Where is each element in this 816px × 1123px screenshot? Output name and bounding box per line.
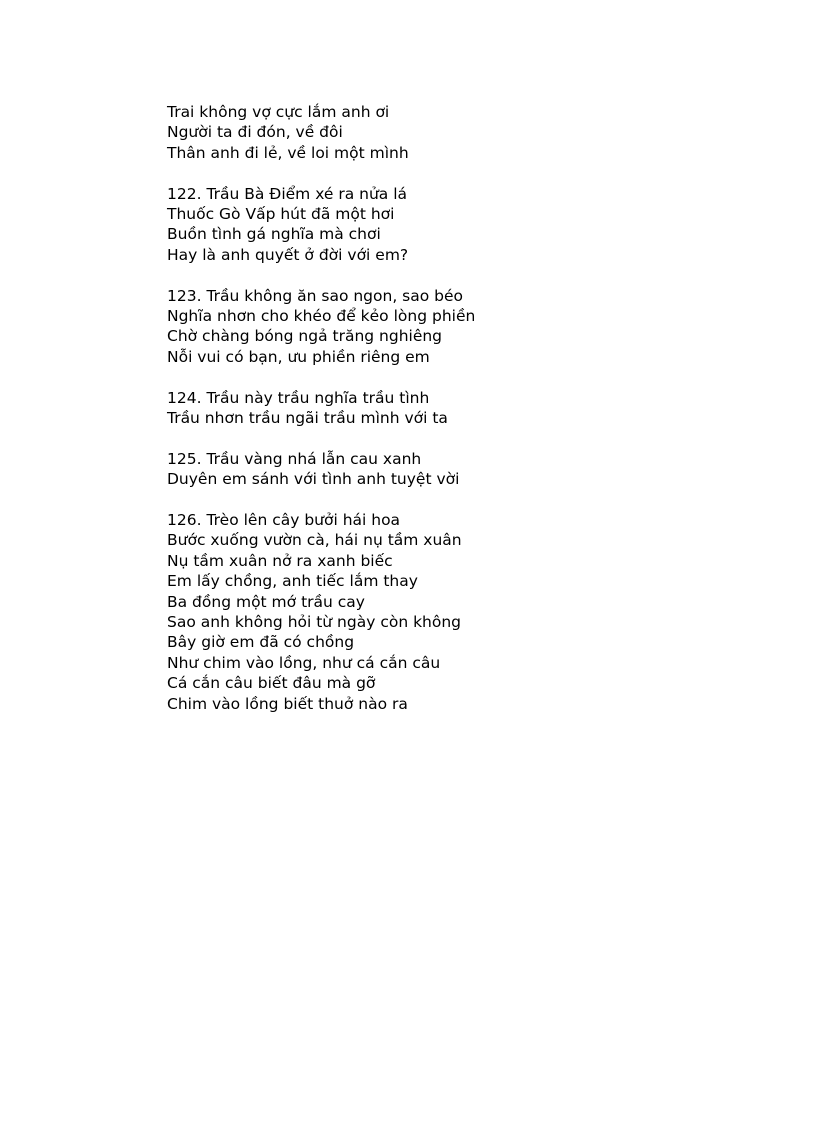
poem-line: Người ta đi đón, về đôi [167,123,343,142]
poem-line: Chim vào lồng biết thuở nào ra [167,694,408,713]
poem-line: 126. Trèo lên cây bưởi hái hoa [167,511,401,530]
poem-line: Thuốc Gò Vấp hút đã một hơi [167,205,395,224]
poem-line: Nỗi vui có bạn, ưu phiền riêng em [167,347,430,366]
poem-line: Hay là anh quyết ở đời với em? [167,245,409,264]
poem-line: Cá cắn câu biết đâu mà gỡ [167,674,376,693]
poem-line: Bây giờ em đã có chồng [167,633,355,652]
poem-line: Ba đồng một mớ trầu cay [167,592,365,611]
poem-line: 122. Trầu Bà Điểm xé ra nửa lá [167,184,408,203]
poem-line: Trầu nhơn trầu ngãi trầu mình với ta [167,409,448,428]
poem-line: 125. Trầu vàng nhá lẫn cau xanh [167,449,422,468]
poem-line: Bước xuống vườn cà, hái nụ tầm xuân [167,531,462,550]
poem-line: Duyên em sánh với tình anh tuyệt vời [167,470,460,489]
stanza-121-continued [167,102,787,163]
poem-line: 124. Trầu này trầu nghĩa trầu tình [167,388,430,407]
poem-line: Như chim vào lồng, như cá cắn câu [167,653,441,672]
poem-line: Nụ tầm xuân nở ra xanh biếc [167,551,393,570]
stanza-122 [167,184,787,266]
poem-line: 123. Trầu không ăn sao ngon, sao béo [167,286,464,305]
stanza-123 [167,286,787,368]
stanza-126 [167,510,787,714]
poem-line: Buồn tình gá nghĩa mà chơi [167,225,381,244]
poem-line: Chờ chàng bóng ngả trăng nghiêng [167,327,443,346]
poem-line: Trai không vợ cực lắm anh ơi [167,103,390,121]
poem-line: Thân anh đi lẻ, về loi một mình [167,143,409,162]
stanza-125 [167,449,787,490]
poem-line: Sao anh không hỏi từ ngày còn không [167,613,462,632]
stanza-124 [167,388,787,429]
poem-line: Nghĩa nhơn cho khéo để kẻo lòng phiền [167,307,476,326]
poem-body [167,102,787,714]
poem-line: Em lấy chồng, anh tiếc lắm thay [167,572,418,591]
